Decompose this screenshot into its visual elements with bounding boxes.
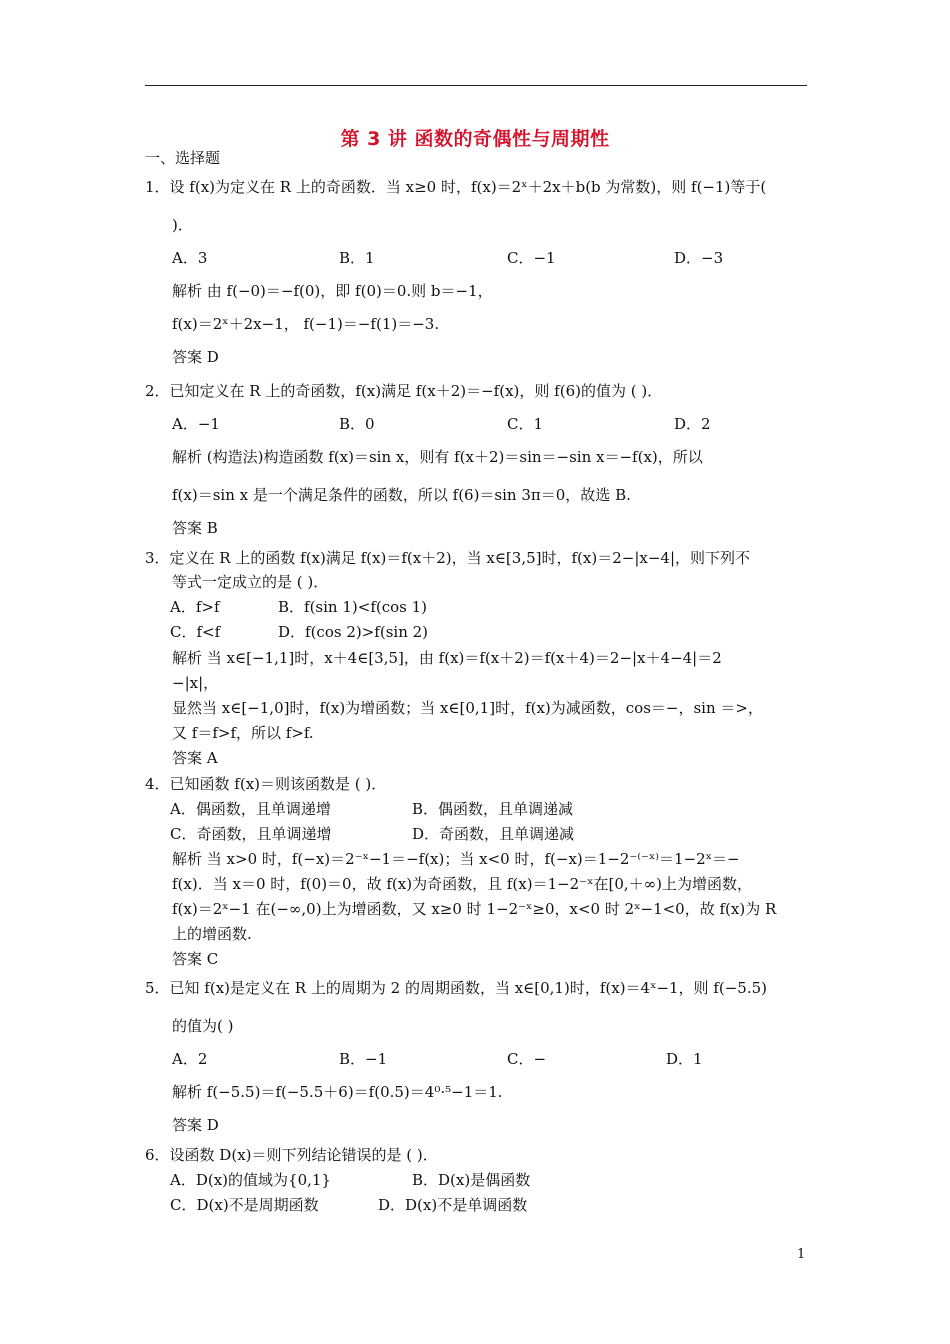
q3-analysis-line2: −|x|， <box>172 674 219 692</box>
q1-stem-line1: 1．设 f(x)为定义在 R 上的奇函数．当 x≥0 时，f(x)＝2ˣ＋2x＋b(b 为常数)，则 f(−1)等于( <box>145 178 767 196</box>
q1-answer: 答案 D <box>172 348 219 366</box>
header-rule <box>145 85 807 86</box>
q1-analysis-line1: 解析 由 f(−0)＝−f(0)，即 f(0)＝0.则 b＝−1， <box>172 282 493 300</box>
q5-option-b: B．−1 <box>339 1050 388 1068</box>
q6-option-c: C．D(x)不是周期函数 <box>170 1196 319 1214</box>
q1-option-d: D．−3 <box>674 249 724 267</box>
q5-option-d: D．1 <box>666 1050 703 1068</box>
section-heading: 一、选择题 <box>145 149 221 167</box>
q6-option-d: D．D(x)不是单调函数 <box>378 1196 528 1214</box>
q4-option-c: C．奇函数，且单调递增 <box>170 825 332 843</box>
q4-option-a: A．偶函数，且单调递增 <box>170 800 331 818</box>
q6-option-a: A．D(x)的值域为{0,1} <box>170 1171 331 1189</box>
q2-option-a: A．−1 <box>172 415 220 433</box>
q5-option-a: A．2 <box>172 1050 208 1068</box>
page-number: 1 <box>797 1247 806 1262</box>
q1-analysis-line2: f(x)＝2ˣ＋2x−1， f(−1)＝−f(1)＝−3. <box>172 315 440 333</box>
q4-analysis-line3: f(x)＝2ˣ−1 在(−∞,0)上为增函数，又 x≥0 时 1−2⁻ˣ≥0，x<0 时 2ˣ−1<0，故 f(x)为 R <box>172 900 777 918</box>
q2-option-c: C．1 <box>507 415 544 433</box>
q3-analysis-line3: 显然当 x∈[−1,0]时，f(x)为增函数；当 x∈[0,1]时，f(x)为减函数，cos＝−，sin ＝>， <box>172 699 763 717</box>
q5-option-c: C．− <box>507 1050 547 1068</box>
q3-answer: 答案 A <box>172 749 218 767</box>
q3-stem-line1: 3．定义在 R 上的函数 f(x)满足 f(x)＝f(x＋2)，当 x∈[3,5]时，f(x)＝2−|x−4|，则下列不 <box>145 549 750 567</box>
q4-analysis-line2: f(x)．当 x＝0 时，f(0)＝0，故 f(x)为奇函数，且 f(x)＝1−2⁻ˣ在[0,＋∞)上为增函数， <box>172 875 753 893</box>
q5-stem-line1: 5．已知 f(x)是定义在 R 上的周期为 2 的周期函数，当 x∈[0,1)时，f(x)＝4ˣ−1，则 f(−5.5) <box>145 979 768 997</box>
q2-option-d: D．2 <box>674 415 711 433</box>
q6-option-b: B．D(x)是偶函数 <box>412 1171 531 1189</box>
q1-stem-line2: )． <box>172 216 193 234</box>
q4-answer: 答案 C <box>172 950 219 968</box>
q3-analysis-line1: 解析 当 x∈[−1,1]时，x＋4∈[3,5]，由 f(x)＝f(x＋2)＝f(x＋4)＝2−|x＋4−4|＝2 <box>172 649 722 667</box>
q3-option-c: C．f<f <box>170 623 221 641</box>
q3-stem-line2: 等式一定成立的是 ( )． <box>172 573 329 591</box>
q3-option-a: A．f>f <box>170 598 220 616</box>
q4-analysis-line4: 上的增函数. <box>172 925 252 943</box>
q3-analysis-line4: 又 f＝f>f，所以 f>f. <box>172 724 314 742</box>
q4-analysis-line1: 解析 当 x>0 时，f(−x)＝2⁻ˣ−1＝−f(x)；当 x<0 时，f(−x)＝1−2⁻⁽⁻ˣ⁾＝1−2ˣ＝− <box>172 850 740 868</box>
q4-option-d: D．奇函数，且单调递减 <box>412 825 575 843</box>
q6-stem-line1: 6．设函数 D(x)＝则下列结论错误的是 ( )． <box>145 1146 438 1164</box>
q1-option-b: B．1 <box>339 249 375 267</box>
q2-answer: 答案 B <box>172 519 218 537</box>
q1-option-a: A．3 <box>172 249 208 267</box>
q5-analysis-line1: 解析 f(−5.5)＝f(−5.5＋6)＝f(0.5)＝4⁰·⁵−1＝1. <box>172 1083 503 1101</box>
q2-analysis-line2: f(x)＝sin x 是一个满足条件的函数，所以 f(6)＝sin 3π＝0，故选 B. <box>172 486 631 504</box>
q5-stem-line2: 的值为( ) <box>172 1017 234 1035</box>
q2-stem-line1: 2．已知定义在 R 上的奇函数，f(x)满足 f(x＋2)＝−f(x)，则 f(6)的值为 ( )． <box>145 382 663 400</box>
q4-option-b: B．偶函数，且单调递减 <box>412 800 574 818</box>
page-title: 第 3 讲 函数的奇偶性与周期性 <box>340 128 610 150</box>
q2-analysis-line1: 解析 (构造法)构造函数 f(x)＝sin x，则有 f(x＋2)＝sin＝−sin x＝−f(x)，所以 <box>172 448 703 466</box>
q5-answer: 答案 D <box>172 1116 219 1134</box>
q4-stem-line1: 4．已知函数 f(x)＝则该函数是 ( )． <box>145 775 387 793</box>
q3-option-b: B．f(sin 1)<f(cos 1) <box>278 598 428 616</box>
q1-option-c: C．−1 <box>507 249 556 267</box>
q3-option-d: D．f(cos 2)>f(sin 2) <box>278 623 429 641</box>
q2-option-b: B．0 <box>339 415 375 433</box>
